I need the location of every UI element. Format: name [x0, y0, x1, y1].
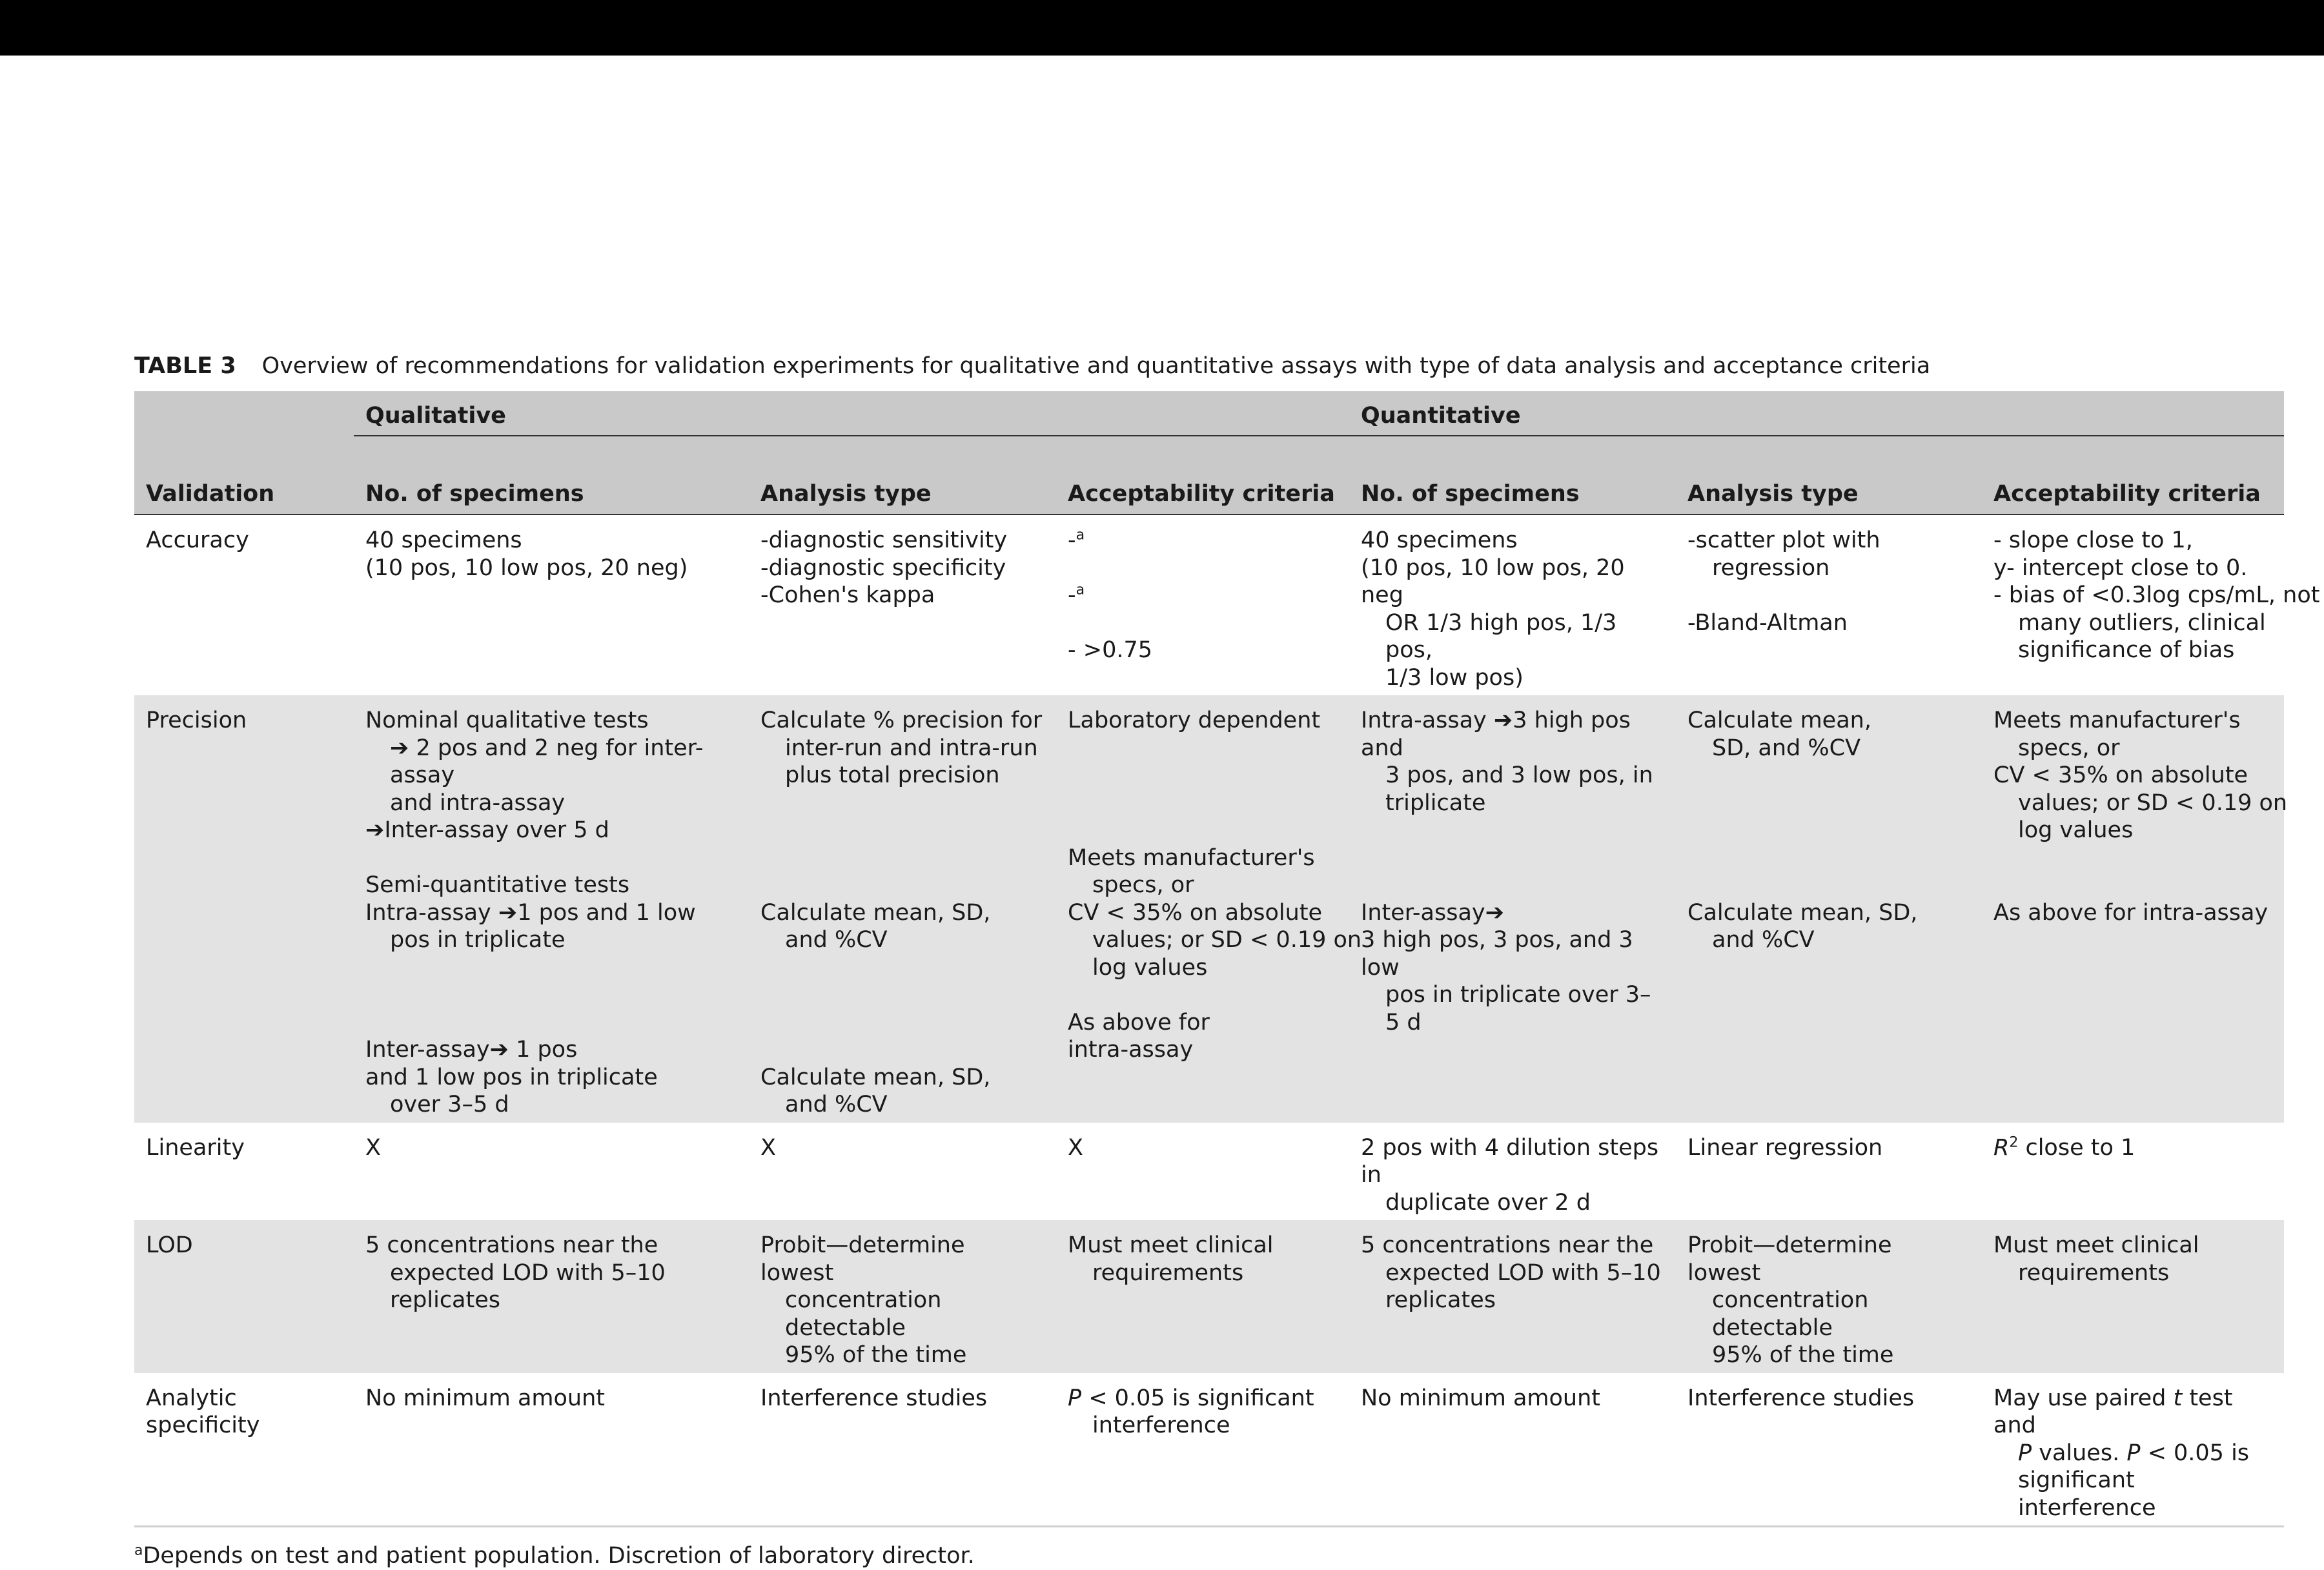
col-qual-criteria: Acceptability criteria: [1056, 436, 1349, 515]
cell-qual-specimens: 5 concentrations near the expected LOD with 5–10 replicates: [354, 1220, 749, 1373]
cell-qual-analysis: Interference studies: [749, 1373, 1056, 1527]
row-label: Analytic specificity: [134, 1373, 354, 1527]
cell-quant-criteria: - slope close to 1, y- intercept close to 0. - bias of <0.3log cps/mL, not many outliers, clinical significance of bias: [1993, 527, 2320, 663]
row-label: Precision: [134, 695, 354, 1123]
cell-quant-specimens: 40 specimens (10 pos, 10 low pos, 20 neg OR 1/3 high pos, 1/3 pos, 1/3 low pos): [1361, 527, 1625, 691]
cell-quant-analysis: Calculate mean, SD, and %CV Calculate mean, SD, and %CV: [1676, 695, 1982, 1123]
col-qual-specimens: No. of specimens: [354, 436, 749, 515]
cell-quant-criteria: May use paired t test and P values. P < 0.05 is significant interference: [1982, 1373, 2284, 1527]
col-qual-analysis: Analysis type: [749, 436, 1056, 515]
table-row-lod: [134, 1220, 2284, 1373]
top-black-bar: [0, 0, 2324, 56]
validation-table: [134, 391, 2320, 1527]
table-row-analytic-specificity: [134, 1373, 2284, 1527]
table-caption: [134, 347, 2284, 385]
row-label: Linearity: [146, 1134, 245, 1161]
footnote-marker: a: [134, 1542, 143, 1559]
col-quant-criteria: Acceptability criteria: [1982, 436, 2284, 515]
cell-qual-criteria: Laboratory dependent Meets manufacturer's specs, or CV < 35% on absolute values; or SD < 0.19 on log values As above for intra-assay: [1056, 695, 1349, 1123]
cell-quant-specimens: 2 pos with 4 dilution steps in duplicate over 2 d: [1361, 1134, 1659, 1216]
cell-quant-analysis: Probit—determine lowest concentration detectable 95% of the time: [1676, 1220, 1982, 1373]
table-title: Overview of recommendations for validation experiments for qualitative and quantitative assays with type of data analysis and acceptance criteria: [261, 353, 1931, 379]
cell-quant-criteria: Meets manufacturer's specs, or CV < 35% on absolute values; or SD < 0.19 on log values As above for intra-assay: [1982, 695, 2284, 1123]
footnote-text: Depends on test and patient population. Discretion of laboratory director.: [143, 1543, 975, 1569]
group-header-row: [134, 391, 2284, 436]
cell-qual-analysis: -diagnostic sensitivity -diagnostic specificity -Cohen's kappa: [760, 527, 1008, 608]
row-label: LOD: [134, 1220, 354, 1373]
cell-qual-specimens: 40 specimens (10 pos, 10 low pos, 20 neg): [365, 527, 688, 581]
cell-quant-specimens: Intra-assay ➔3 high pos and 3 pos, and 3 low pos, in triplicate Inter-assay➔ 3 high pos, 3 pos, and 3 low pos in triplicate over 3–5 d: [1349, 695, 1676, 1123]
group-qualitative: Qualitative: [354, 391, 1349, 436]
table-row-accuracy: [134, 515, 2284, 695]
row-label: Accuracy: [146, 527, 249, 553]
cell-qual-analysis: Probit—determine lowest concentration detectable 95% of the time: [749, 1220, 1056, 1373]
cell-qual-specimens: Nominal qualitative tests ➔ 2 pos and 2 neg for inter-assay and intra-assay ➔Inter-assay over 5 d Semi-quantitative tests Intra-assay ➔1 pos and 1 low pos in triplicate Inter-assay➔ 1 pos and 1 low pos in triplicate over 3–5 d: [354, 695, 749, 1123]
cell-quant-criteria: Must meet clinical requirements: [1982, 1220, 2284, 1373]
footnote-marker: a: [1075, 527, 1085, 544]
cell-quant-specimens: 5 concentrations near the expected LOD with 5–10 replicates: [1349, 1220, 1676, 1373]
cell-quant-analysis: Linear regression: [1687, 1134, 1883, 1161]
cell-quant-criteria: $R^2$ close to 1: [1993, 1134, 2135, 1161]
cell-qual-specimens: X: [365, 1134, 381, 1161]
cell-quant-analysis: Interference studies: [1676, 1373, 1982, 1527]
table-footnote: [134, 1542, 2284, 1570]
cell-qual-analysis: X: [760, 1134, 776, 1161]
column-header-row: [134, 436, 2284, 515]
group-quantitative: Quantitative: [1349, 391, 2284, 436]
cell-qual-specimens: No minimum amount: [354, 1373, 749, 1527]
cell-quant-specimens: No minimum amount: [1349, 1373, 1676, 1527]
col-quant-analysis: Analysis type: [1676, 436, 1982, 515]
table-label: TABLE 3: [134, 353, 236, 379]
cell-qual-criteria: -$^a$ -$^a$ - >0.75: [1068, 527, 1153, 663]
cell-qual-analysis: Calculate % precision for inter-run and intra-run plus total precision Calculate mean, SD, and %CV Calculate mean, SD, and %CV: [749, 695, 1056, 1123]
footnote-marker: a: [1075, 582, 1085, 598]
table-container: [134, 347, 2320, 1570]
table-row-precision: [134, 695, 2284, 1123]
col-quant-specimens: No. of specimens: [1349, 436, 1676, 515]
col-validation: Validation: [134, 436, 354, 515]
cell-quant-analysis: -scatter plot with regression -Bland-Altman: [1687, 527, 1881, 636]
cell-qual-criteria: X: [1068, 1134, 1083, 1161]
cell-qual-criteria: Must meet clinical requirements: [1056, 1220, 1349, 1373]
table-row-linearity: [134, 1123, 2284, 1221]
cell-qual-criteria: P < 0.05 is significant interference: [1056, 1373, 1349, 1527]
